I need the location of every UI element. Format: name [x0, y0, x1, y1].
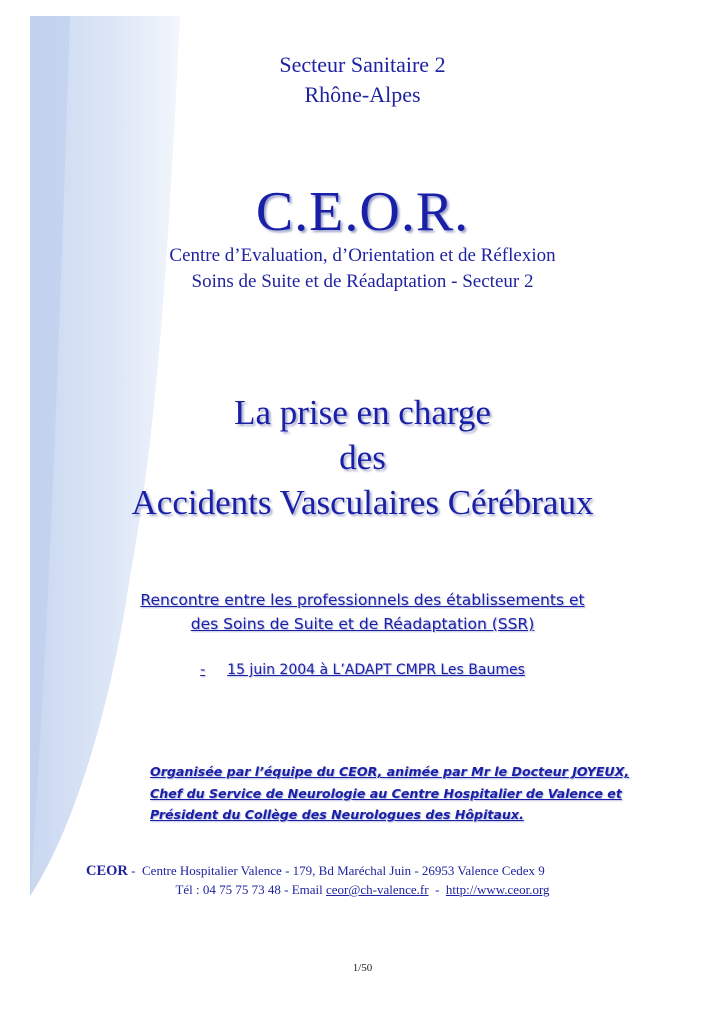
title-line-2: des	[339, 438, 386, 477]
address-text: Centre Hospitalier Valence - 179, Bd Maréchal Juin - 26953 Valence Cedex 9	[142, 863, 545, 878]
date-text: 15 juin 2004 à L’ADAPT CMPR Les Baumes	[227, 662, 525, 678]
ceor-acronym: C.E.O.R.	[255, 181, 470, 243]
organizer-line-2: Chef du Service de Neurologie au Centre Hospitalier de Valence et	[150, 785, 622, 801]
sector-header	[0, 50, 725, 110]
page-number: 1/50	[352, 962, 373, 974]
phone-text: Tél : 04 75 75 73 48 - Email	[175, 882, 323, 897]
contact-separator: -	[435, 882, 440, 897]
meeting-line-1: Rencontre entre les professionnels des établissements et	[140, 591, 585, 609]
meeting-date	[0, 660, 725, 680]
contact-details	[0, 881, 725, 899]
organizer-line-3: Président du Collège des Neurologues des Hôpitaux.	[150, 807, 524, 822]
website-link[interactable]: http://www.ceor.org	[445, 882, 550, 897]
email-link[interactable]: ceor@ch-valence.fr	[326, 882, 429, 897]
meeting-line-2: des Soins de Suite et de Réadaptation (SSR)	[190, 615, 535, 633]
contact-dash: -	[131, 863, 136, 878]
organizer-paragraph	[150, 761, 638, 826]
subtitle-line-2: Soins de Suite et de Réadaptation - Secteur 2	[191, 271, 534, 292]
subtitle-line-1: Centre d’Evaluation, d’Orientation et de Réflexion	[169, 245, 556, 266]
sector-line: Secteur Sanitaire 2	[279, 52, 446, 77]
meeting-description	[0, 588, 725, 636]
date-dash: -	[200, 662, 206, 678]
contact-name: CEOR	[86, 863, 128, 879]
title-line-3: Accidents Vasculaires Cérébraux	[131, 483, 594, 522]
contact-address	[86, 862, 646, 880]
document-title	[0, 390, 725, 525]
region-line: Rhône-Alpes	[304, 82, 421, 107]
organizer-line-1: Organisée par l’équipe du CEOR, animée par Mr le Docteur JOYEUX,	[150, 764, 630, 779]
organization-subtitle	[0, 243, 725, 295]
title-line-1: La prise en charge	[234, 393, 491, 432]
